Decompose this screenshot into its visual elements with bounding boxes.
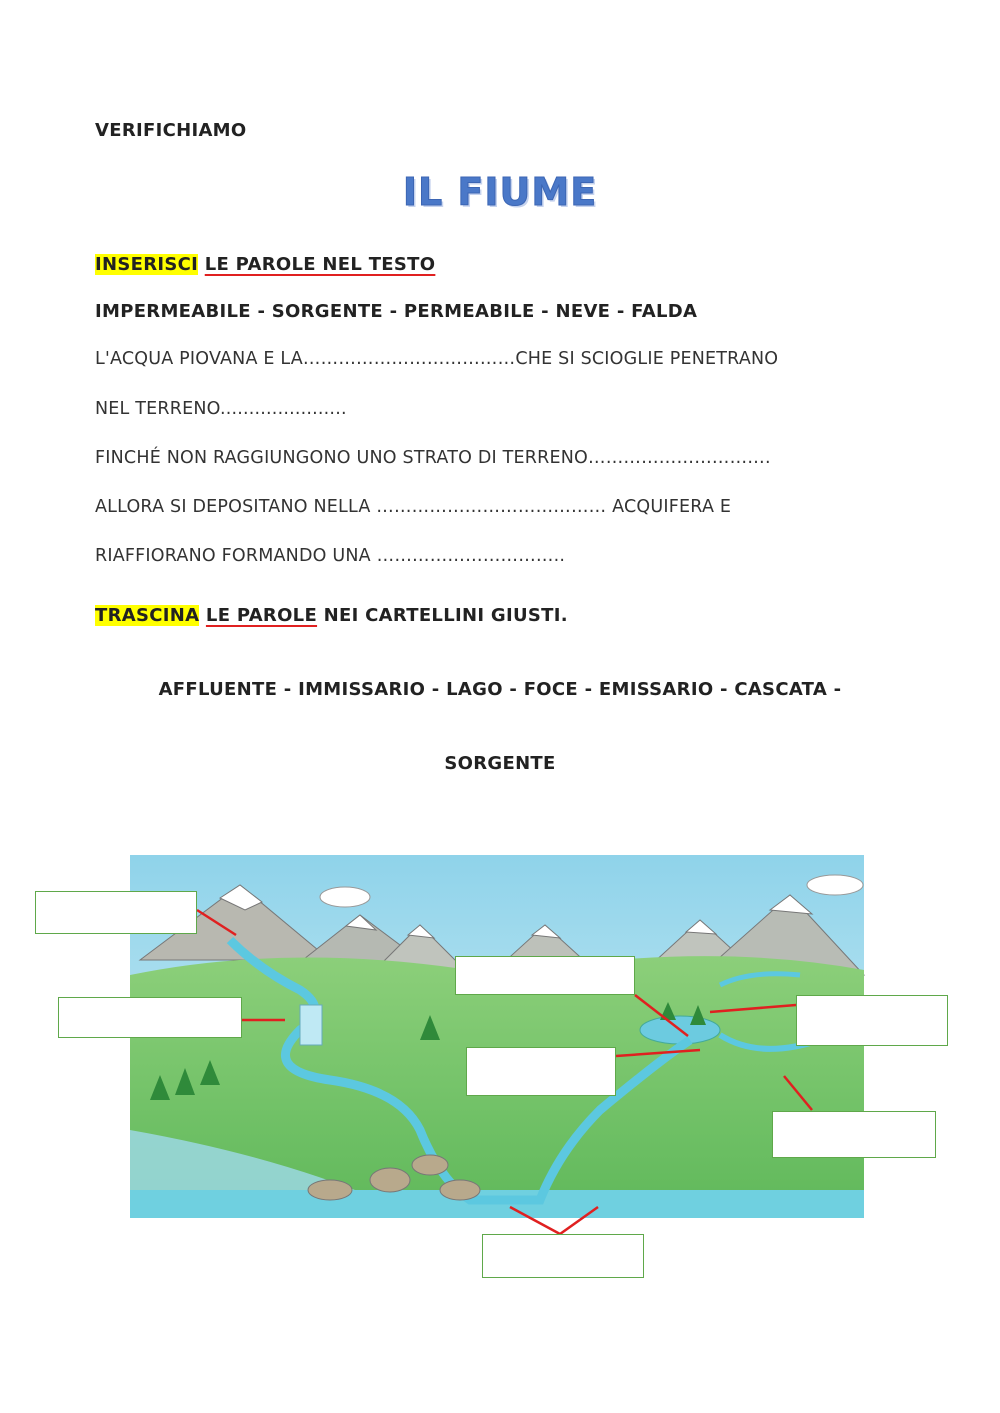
waterfall: [300, 1005, 322, 1045]
instruction-highlight: INSERISCI: [95, 254, 199, 275]
label-dropzone[interactable]: [58, 997, 242, 1038]
page-title: IL FIUME: [402, 170, 598, 214]
label-dropzone[interactable]: [466, 1047, 616, 1096]
text-line: ALLORA SI DEPOSITANO NELLA ………………………………… ACQUIFERA E: [95, 497, 732, 517]
instruction-underlined: LE PAROLE NEL TESTO: [204, 254, 436, 275]
label-dropzone[interactable]: [482, 1234, 644, 1278]
word-bank-1: IMPERMEABILE - SORGENTE - PERMEABILE - NEVE - FALDA: [95, 301, 698, 322]
label-dropzone[interactable]: [35, 891, 197, 934]
instruction-highlight: TRASCINA: [95, 605, 200, 626]
header-label: VERIFICHIAMO: [95, 120, 247, 141]
label-dropzone[interactable]: [772, 1111, 936, 1158]
word-bank-2-line2[interactable]: SORGENTE: [444, 753, 556, 774]
instruction-underlined: LE PAROLE: [205, 605, 318, 626]
word-bank-2[interactable]: AFFLUENTE - IMMISSARIO - LAGO - FOCE - EMISSARIO - CASCATA -: [158, 679, 842, 700]
text-line: RIAFFIORANO FORMANDO UNA …………………………..: [95, 546, 566, 566]
instruction-rest: NEI CARTELLINI GIUSTI.: [323, 605, 568, 626]
text-line: FINCHÉ NON RAGGIUNGONO UNO STRATO DI TERRENO………………………….: [95, 448, 771, 468]
text-line: L'ACQUA PIOVANA E LA………………………………CHE SI SCIOGLIE PENETRANO: [95, 349, 779, 369]
label-dropzone[interactable]: [796, 995, 948, 1046]
text-line: NEL TERRENO......................: [95, 399, 347, 419]
label-dropzone[interactable]: [455, 956, 635, 995]
